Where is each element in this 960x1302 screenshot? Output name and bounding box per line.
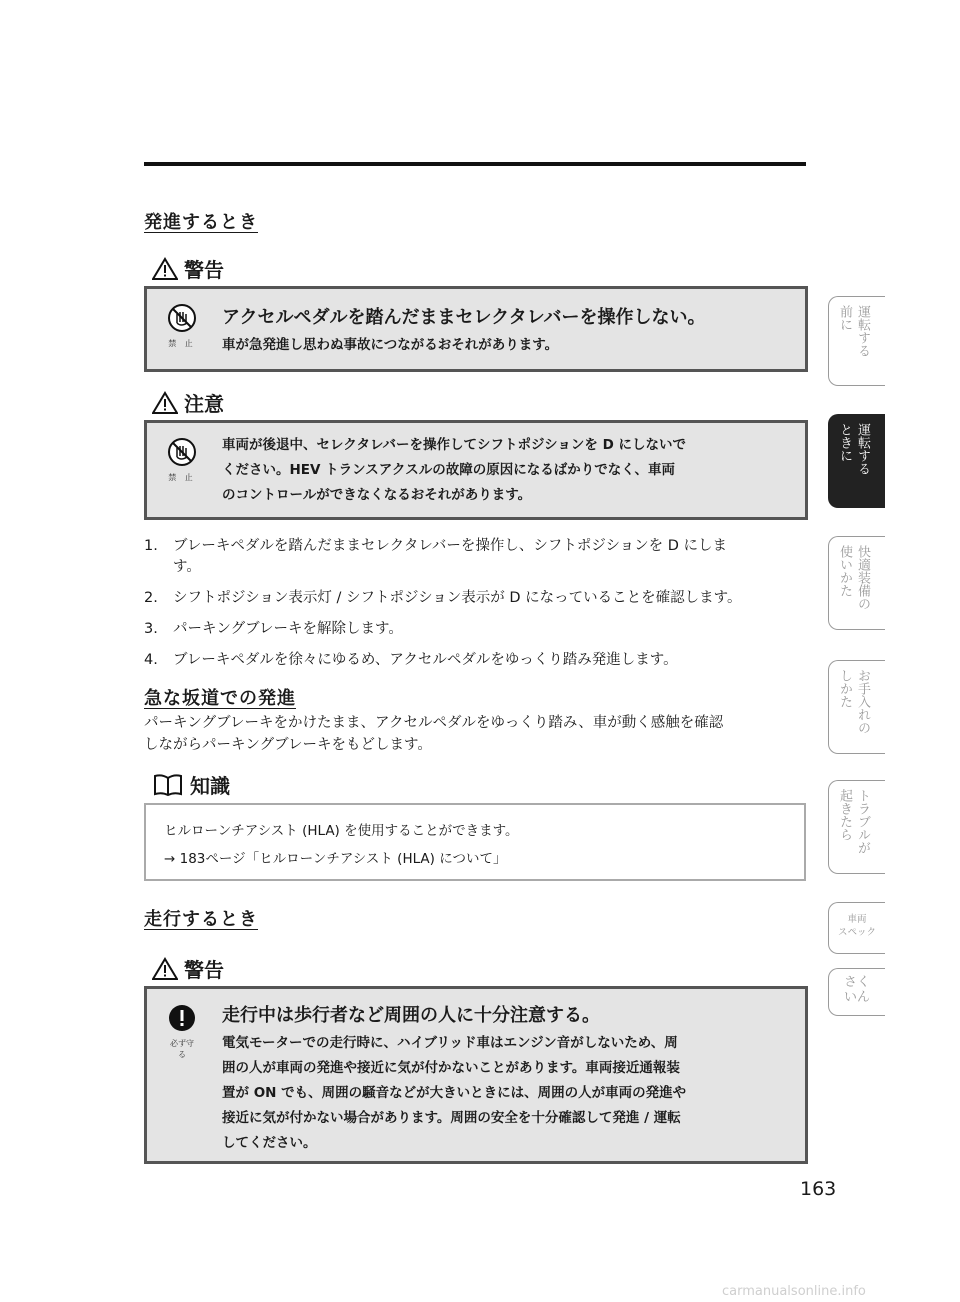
prohibited-icon: [167, 437, 197, 483]
step-number: 3.: [144, 621, 158, 637]
warning-label: 警告: [184, 258, 224, 282]
side-tab-label: 前に: [837, 305, 852, 331]
side-tab-label: 車両: [847, 914, 867, 925]
knowledge-link[interactable]: → 183ページ「ヒルローンチアシスト (HLA) について」: [164, 851, 507, 867]
prohibited-caption: 禁 止: [168, 473, 196, 482]
side-tab-troubleshooting[interactable]: [828, 780, 885, 874]
warning-body: [222, 1031, 791, 1156]
side-tab-label: 起きたら: [837, 789, 852, 841]
side-tab-before-driving[interactable]: [828, 296, 885, 386]
section-heading-starting: 発進するとき: [144, 212, 258, 233]
step-text: シフトポジション表示灯 / シフトポジション表示が D になっていることを確認します。: [173, 590, 742, 606]
side-tab-label: トラブルが: [855, 789, 870, 854]
caution-line: のコントロールができなくなるおそれがあります。: [222, 487, 532, 503]
warning-heading-driving: [152, 954, 224, 983]
step-text: パーキングブレーキを解除します。: [173, 621, 403, 637]
warning-line: 接近に気が付かない場合があります。周囲の安全を十分確認して発進 / 運転: [222, 1110, 681, 1126]
section-heading-driving: 走行するとき: [144, 909, 258, 930]
knowledge-box: [144, 803, 806, 881]
slope-line: しながらパーキングブレーキをもどします。: [144, 737, 432, 753]
warning-heading: [152, 254, 224, 283]
knowledge-line: ヒルローンチアシスト (HLA) を使用することができます。: [164, 823, 519, 839]
step-number: 1.: [144, 538, 158, 554]
caution-heading: [152, 388, 224, 417]
step-number: 2.: [144, 590, 158, 606]
step-list: [144, 536, 808, 681]
step-text: す。: [173, 559, 201, 575]
warning-title: アクセルペダルを踏んだままセレクタレバーを操作しない。: [222, 307, 706, 328]
side-tab-when-driving[interactable]: [828, 414, 885, 508]
warning-line: 置が ON でも、周囲の騒音などが大きいときには、周囲の人が車両の発進や: [222, 1085, 687, 1101]
side-tab-label: お手入れの: [855, 669, 870, 734]
step-number: 4.: [144, 652, 158, 668]
side-tab-label: しかた: [837, 669, 852, 708]
caution-triangle-icon: [152, 391, 178, 415]
warning-triangle-icon: [152, 257, 178, 281]
side-tab-label: さく: [843, 975, 870, 990]
side-tab-label: ときに: [837, 423, 852, 462]
caution-line: 車両が後退中、セレクタレバーを操作してシフトポジションを D にしないで: [222, 437, 687, 453]
side-tab-label: 運転する: [855, 423, 870, 475]
top-rule: [144, 162, 806, 166]
step-text: ブレーキペダルを徐々にゆるめ、アクセルペダルをゆっくり踏み発進します。: [173, 652, 678, 668]
warning-label: 警告: [184, 958, 224, 982]
side-tab-label: 使いかた: [837, 545, 852, 597]
warning-line: 囲の人が車両の発進や接近に気が付かないことがあります。車両接近通報装: [222, 1060, 680, 1076]
warning-line: してください。: [222, 1135, 317, 1151]
warning-body: 車が急発進し思わぬ事故につながるおそれがあります。: [222, 337, 559, 353]
mandatory-icon: [167, 1003, 197, 1060]
side-tab-label: 快適装備の: [855, 545, 870, 610]
side-tab-label: いん: [843, 990, 870, 1005]
caution-line: ください。HEV トランスアクスルの故障の原因になるばかりでなく、車両: [222, 462, 675, 478]
watermark: carmanualsonline.info: [722, 1284, 866, 1299]
warning-triangle-icon: [152, 957, 178, 981]
side-tab-specifications[interactable]: [828, 902, 885, 954]
mandatory-caption: 必ず守る: [170, 1039, 194, 1059]
step-text: ブレーキペダルを踏んだままセレクタレバーを操作し、シフトポジションを D にしま: [173, 538, 728, 554]
knowledge-label: 知識: [190, 774, 230, 798]
prohibited-caption: 禁 止: [168, 339, 196, 348]
warning-line: 電気モーターでの走行時に、ハイブリッド車はエンジン音がしないため、周: [222, 1035, 678, 1051]
slope-line: パーキングブレーキをかけたまま、アクセルペダルをゆっくり踏み、車が動く感触を確認: [144, 715, 724, 731]
side-tab-comfort-features[interactable]: [828, 536, 885, 630]
caution-box: [144, 420, 808, 520]
warning-box: [144, 286, 808, 372]
step-item: [144, 588, 808, 609]
side-tab-label: 運転する: [855, 305, 870, 357]
prohibited-icon: [167, 303, 197, 349]
side-tab-maintenance[interactable]: [828, 660, 885, 754]
warning-title: 走行中は歩行者など周囲の人に十分注意する。: [222, 1005, 600, 1026]
caution-label: 注意: [184, 392, 224, 416]
section-heading-slope: 急な坂道での発進: [144, 688, 296, 709]
side-tab-label: スペック: [837, 927, 876, 938]
slope-paragraph: [144, 712, 808, 756]
step-item: [144, 536, 808, 578]
step-item: [144, 650, 808, 671]
knowledge-heading: [152, 770, 230, 799]
caution-body: [222, 433, 791, 508]
step-item: [144, 619, 808, 640]
warning-box-driving: [144, 986, 808, 1164]
page-number: 163: [800, 1178, 837, 1200]
side-tab-index[interactable]: [828, 968, 885, 1016]
book-icon: [152, 773, 184, 797]
